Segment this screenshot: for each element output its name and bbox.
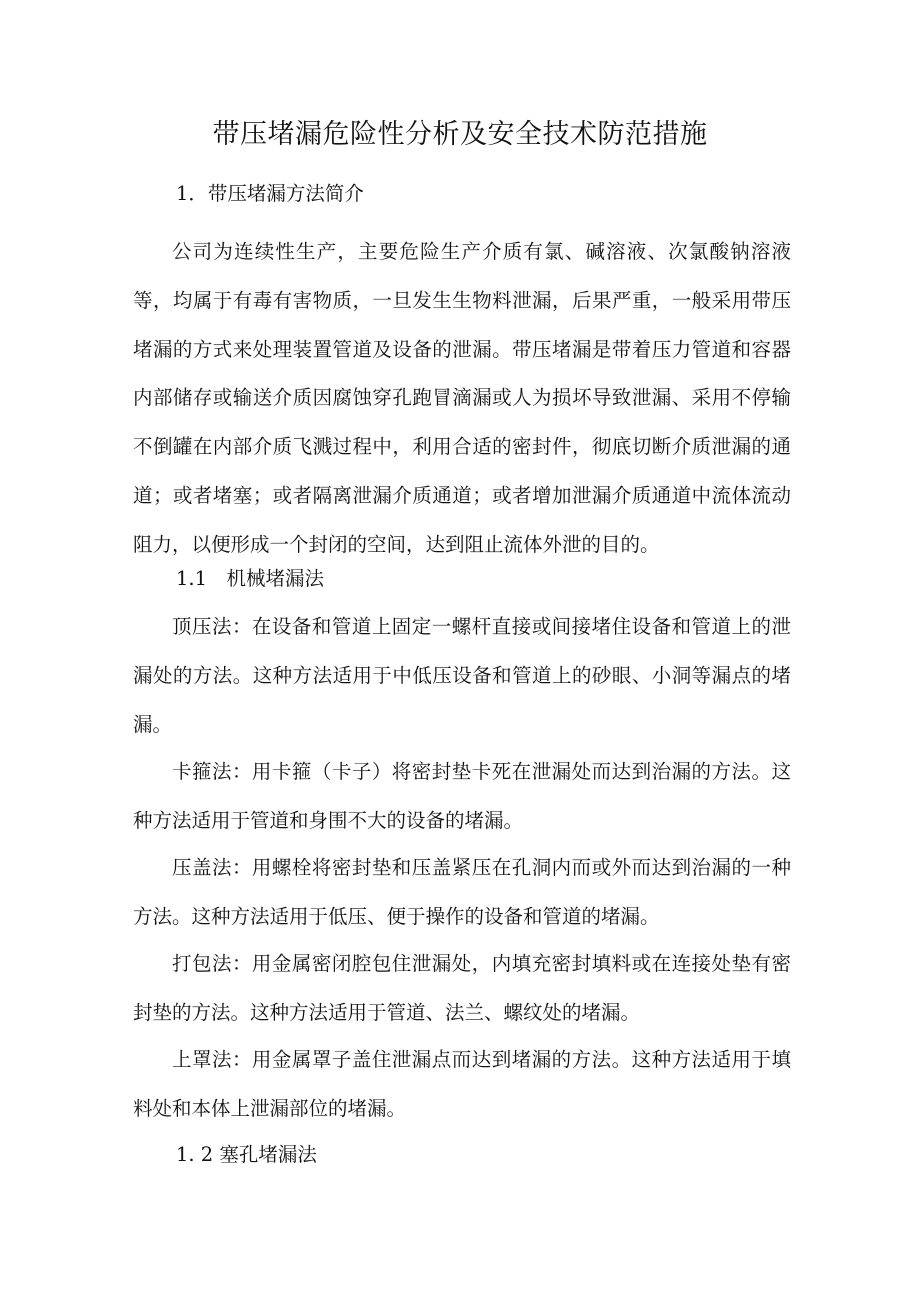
document-title: 带压堵漏危险性分析及安全技术防范措施 [212, 119, 708, 150]
section-heading-1: 1．带压堵漏方法简介 [176, 182, 364, 205]
paragraph-hood-method: 上罩法：用金属罩子盖住泄漏点而达到堵漏的方法。这种方法适用于填料处和本体上泄漏部位的堵漏。 [133, 1048, 791, 1120]
paragraph-top-press-method: 顶压法：在设备和管道上固定一螺杆直接或间接堵住设备和管道上的泄漏处的方法。这种方法适用于中低压设备和管道上的砂眼、小洞等漏点的堵漏。 [133, 615, 791, 736]
section-heading-1-2: 1. 2 塞孔堵漏法 [176, 1143, 317, 1166]
section-heading-1-1: 1.1 机械堵漏法 [176, 567, 325, 590]
paragraph-cover-press-method: 压盖法：用螺栓将密封垫和压盖紧压在孔洞内而或外而达到治漏的一种方法。这种方法适用于低压、便于操作的设备和管道的堵漏。 [133, 856, 791, 928]
section-1-paragraph: 公司为连续性生产，主要危险生产介质有氯、碱溶液、次氯酸钠溶液等，均属于有毒有害物质，一旦发生生物料泄漏，后果严重，一般采用带压堵漏的方式来处理装置管道及设备的泄漏。带压堵漏是带着压力管道和容器内部储存或输送介质因腐蚀穿孔跑冒滴漏或人为损坏导致泄漏、采用不停输不倒罐在内部介质飞溅过程中，利用合适的密封件，彻底切断介质泄漏的通道；或者堵塞；或者隔离泄漏介质通道；或者增加泄漏介质通道中流体流动阻力，以便形成一个封闭的空间，达到阻止流体外泄的目的。 [133, 240, 791, 556]
paragraph-clamp-method: 卡箍法：用卡箍（卡子）将密封垫卡死在泄漏处而达到治漏的方法。这种方法适用于管道和身围不大的设备的堵漏。 [133, 760, 791, 832]
paragraph-wrap-method: 打包法：用金属密闭腔包住泄漏处，内填充密封填料或在连接处垫有密封垫的方法。这种方法适用于管道、法兰、螺纹处的堵漏。 [133, 952, 791, 1024]
